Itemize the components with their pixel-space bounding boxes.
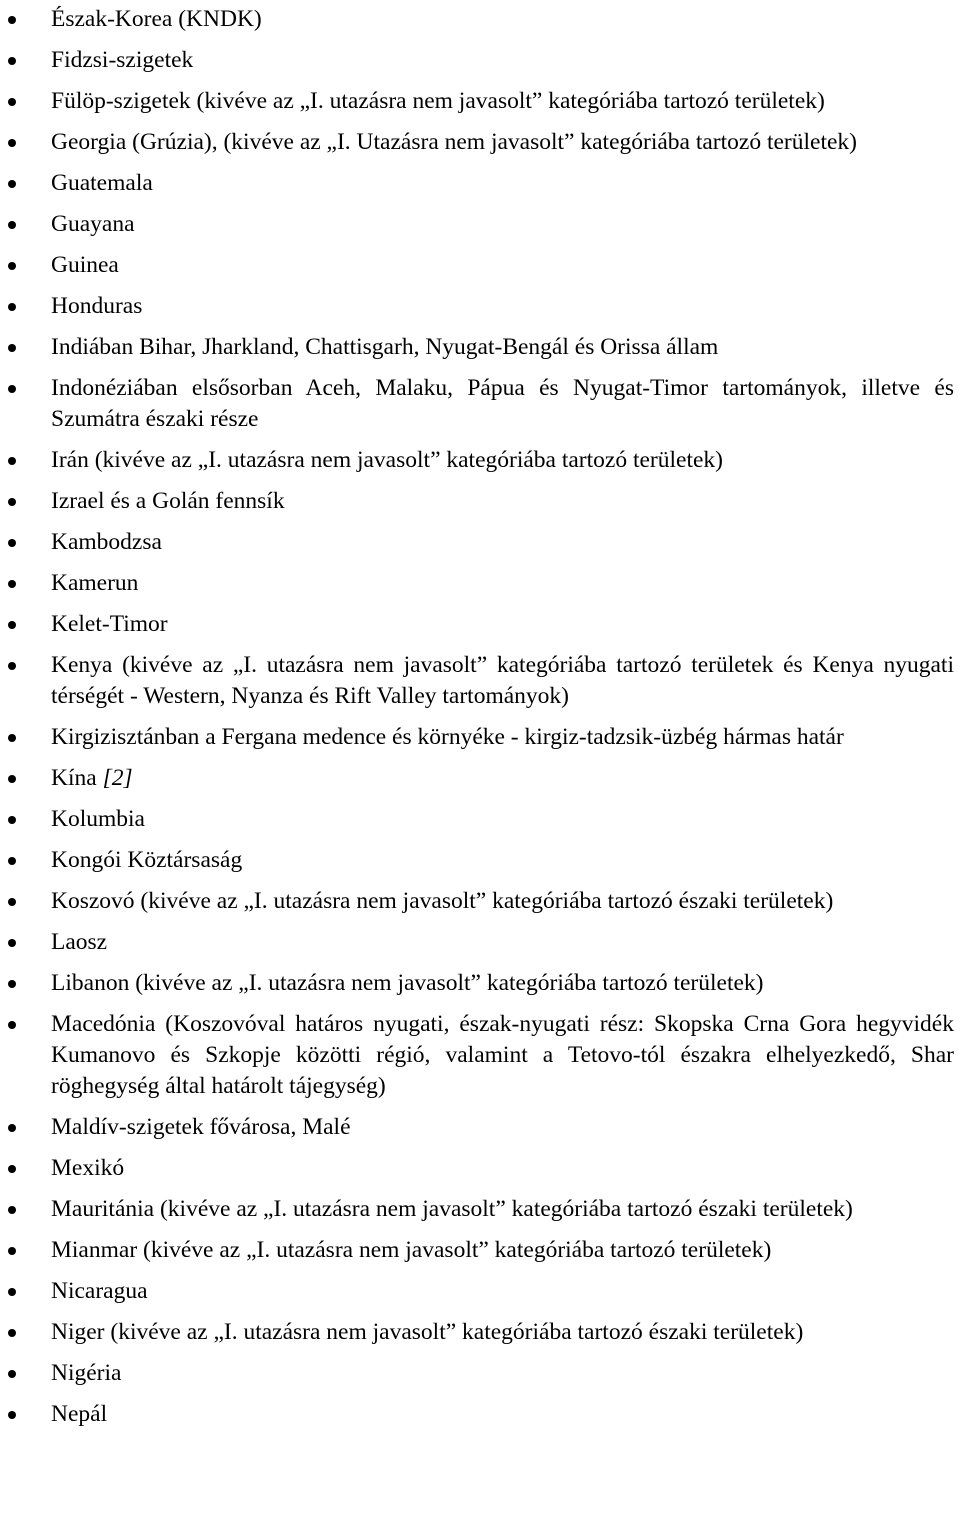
list-item-text: Koszovó (kivéve az „I. utazásra nem javasolt” kategóriába tartozó északi területek) bbox=[51, 888, 834, 914]
footnote-reference: [2] bbox=[102, 765, 133, 791]
list-item-text: Maldív-szigetek fővárosa, Malé bbox=[51, 1114, 351, 1140]
list-item-text: Kongói Köztársaság bbox=[51, 847, 243, 873]
bullet-icon bbox=[8, 16, 16, 24]
list-item-text: Izrael és a Golán fennsík bbox=[51, 488, 285, 514]
list-item bbox=[0, 968, 960, 999]
bullet-icon bbox=[8, 816, 16, 824]
list-item bbox=[0, 209, 960, 240]
bullet-icon bbox=[8, 1247, 16, 1255]
list-item bbox=[0, 763, 960, 794]
bullet-icon bbox=[8, 262, 16, 270]
list-item bbox=[0, 609, 960, 640]
list-item-text: Kenya (kivéve az „I. utazásra nem javasolt” kategóriába tartozó területek és Kenya nyugati térségét - Western, Nyanza és Rift Valley tartományok) bbox=[51, 652, 954, 709]
bullet-icon bbox=[8, 939, 16, 947]
list-item-text: Niger (kivéve az „I. utazásra nem javasolt” kategóriába tartozó északi területek) bbox=[51, 1319, 804, 1345]
list-item-text: Kelet-Timor bbox=[51, 611, 168, 637]
list-item-text: Indiában Bihar, Jharkland, Chattisgarh, Nyugat-Bengál és Orissa állam bbox=[51, 334, 719, 360]
list-item bbox=[0, 45, 960, 76]
bullet-icon bbox=[8, 1206, 16, 1214]
list-item-text: Fidzsi-szigetek bbox=[51, 47, 194, 73]
bullet-icon bbox=[8, 498, 16, 506]
list-item-text: Nepál bbox=[51, 1401, 108, 1427]
list-item bbox=[0, 373, 960, 435]
list-item bbox=[0, 845, 960, 876]
list-item-text: Guinea bbox=[51, 252, 119, 278]
bullet-icon bbox=[8, 662, 16, 670]
list-item bbox=[0, 927, 960, 958]
bullet-icon bbox=[8, 734, 16, 742]
bullet-icon bbox=[8, 180, 16, 188]
list-item bbox=[0, 4, 960, 35]
country-list bbox=[0, 4, 960, 1440]
list-item-text: Guatemala bbox=[51, 170, 153, 196]
list-item bbox=[0, 127, 960, 158]
bullet-icon bbox=[8, 539, 16, 547]
list-item bbox=[0, 527, 960, 558]
list-item bbox=[0, 804, 960, 835]
list-item-text: Észak-Korea (KNDK) bbox=[51, 6, 262, 32]
bullet-icon bbox=[8, 1329, 16, 1337]
list-item bbox=[0, 1112, 960, 1143]
bullet-icon bbox=[8, 898, 16, 906]
list-item bbox=[0, 1009, 960, 1102]
list-item-text: Nigéria bbox=[51, 1360, 122, 1386]
list-item bbox=[0, 886, 960, 917]
bullet-icon bbox=[8, 1124, 16, 1132]
list-item-text: Nicaragua bbox=[51, 1278, 148, 1304]
bullet-icon bbox=[8, 457, 16, 465]
list-item bbox=[0, 1235, 960, 1266]
list-item-text: Kambodzsa bbox=[51, 529, 162, 555]
list-item bbox=[0, 1276, 960, 1307]
list-item-text: Macedónia (Koszovóval határos nyugati, észak-nyugati rész: Skopska Crna Gora hegyvidék Kumanovo és Szkopje közötti régió, valamint a Tetovo-tól északra elhelyezkedő, Shar röghegység által határolt tájegység) bbox=[51, 1011, 954, 1099]
list-item-text: Kína bbox=[51, 765, 103, 791]
bullet-icon bbox=[8, 1288, 16, 1296]
list-item bbox=[0, 332, 960, 363]
bullet-icon bbox=[8, 621, 16, 629]
bullet-icon bbox=[8, 1411, 16, 1419]
list-item-text: Libanon (kivéve az „I. utazásra nem javasolt” kategóriába tartozó területek) bbox=[51, 970, 764, 996]
bullet-icon bbox=[8, 139, 16, 147]
bullet-icon bbox=[8, 344, 16, 352]
list-item-text: Mauritánia (kivéve az „I. utazásra nem javasolt” kategóriába tartozó északi területek) bbox=[51, 1196, 853, 1222]
list-item-text: Fülöp-szigetek (kivéve az „I. utazásra nem javasolt” kategóriába tartozó területek) bbox=[51, 88, 825, 114]
list-item bbox=[0, 291, 960, 322]
list-item-text: Georgia (Grúzia), (kivéve az „I. Utazásra nem javasolt” kategóriába tartozó területek) bbox=[51, 129, 857, 155]
list-item bbox=[0, 1194, 960, 1225]
list-item-text: Mianmar (kivéve az „I. utazásra nem javasolt” kategóriába tartozó területek) bbox=[51, 1237, 772, 1263]
list-item bbox=[0, 445, 960, 476]
list-item-text: Honduras bbox=[51, 293, 143, 319]
list-item-text: Kolumbia bbox=[51, 806, 145, 832]
list-item bbox=[0, 722, 960, 753]
bullet-icon bbox=[8, 980, 16, 988]
list-item-text: Guayana bbox=[51, 211, 135, 237]
bullet-icon bbox=[8, 857, 16, 865]
list-item bbox=[0, 1358, 960, 1389]
list-item bbox=[0, 650, 960, 712]
list-item bbox=[0, 86, 960, 117]
list-item-text: Kirgizisztánban a Fergana medence és környéke - kirgiz-tadzsik-üzbég hármas határ bbox=[51, 724, 844, 750]
bullet-icon bbox=[8, 1021, 16, 1029]
bullet-icon bbox=[8, 303, 16, 311]
bullet-icon bbox=[8, 57, 16, 65]
bullet-icon bbox=[8, 1165, 16, 1173]
bullet-icon bbox=[8, 221, 16, 229]
list-item bbox=[0, 250, 960, 281]
bullet-icon bbox=[8, 580, 16, 588]
list-item-text: Mexikó bbox=[51, 1155, 125, 1181]
list-item bbox=[0, 1153, 960, 1184]
list-item bbox=[0, 1317, 960, 1348]
list-item bbox=[0, 168, 960, 199]
list-item-text: Kamerun bbox=[51, 570, 139, 596]
bullet-icon bbox=[8, 98, 16, 106]
list-item-text: Laosz bbox=[51, 929, 108, 955]
list-item-text: Irán (kivéve az „I. utazásra nem javasolt” kategóriába tartozó területek) bbox=[51, 447, 723, 473]
bullet-icon bbox=[8, 385, 16, 393]
list-item bbox=[0, 1399, 960, 1430]
list-item bbox=[0, 486, 960, 517]
bullet-icon bbox=[8, 775, 16, 783]
bullet-icon bbox=[8, 1370, 16, 1378]
list-item-text: Indonéziában elsősorban Aceh, Malaku, Pápua és Nyugat-Timor tartományok, illetve és Szumátra északi része bbox=[51, 375, 954, 432]
list-item bbox=[0, 568, 960, 599]
